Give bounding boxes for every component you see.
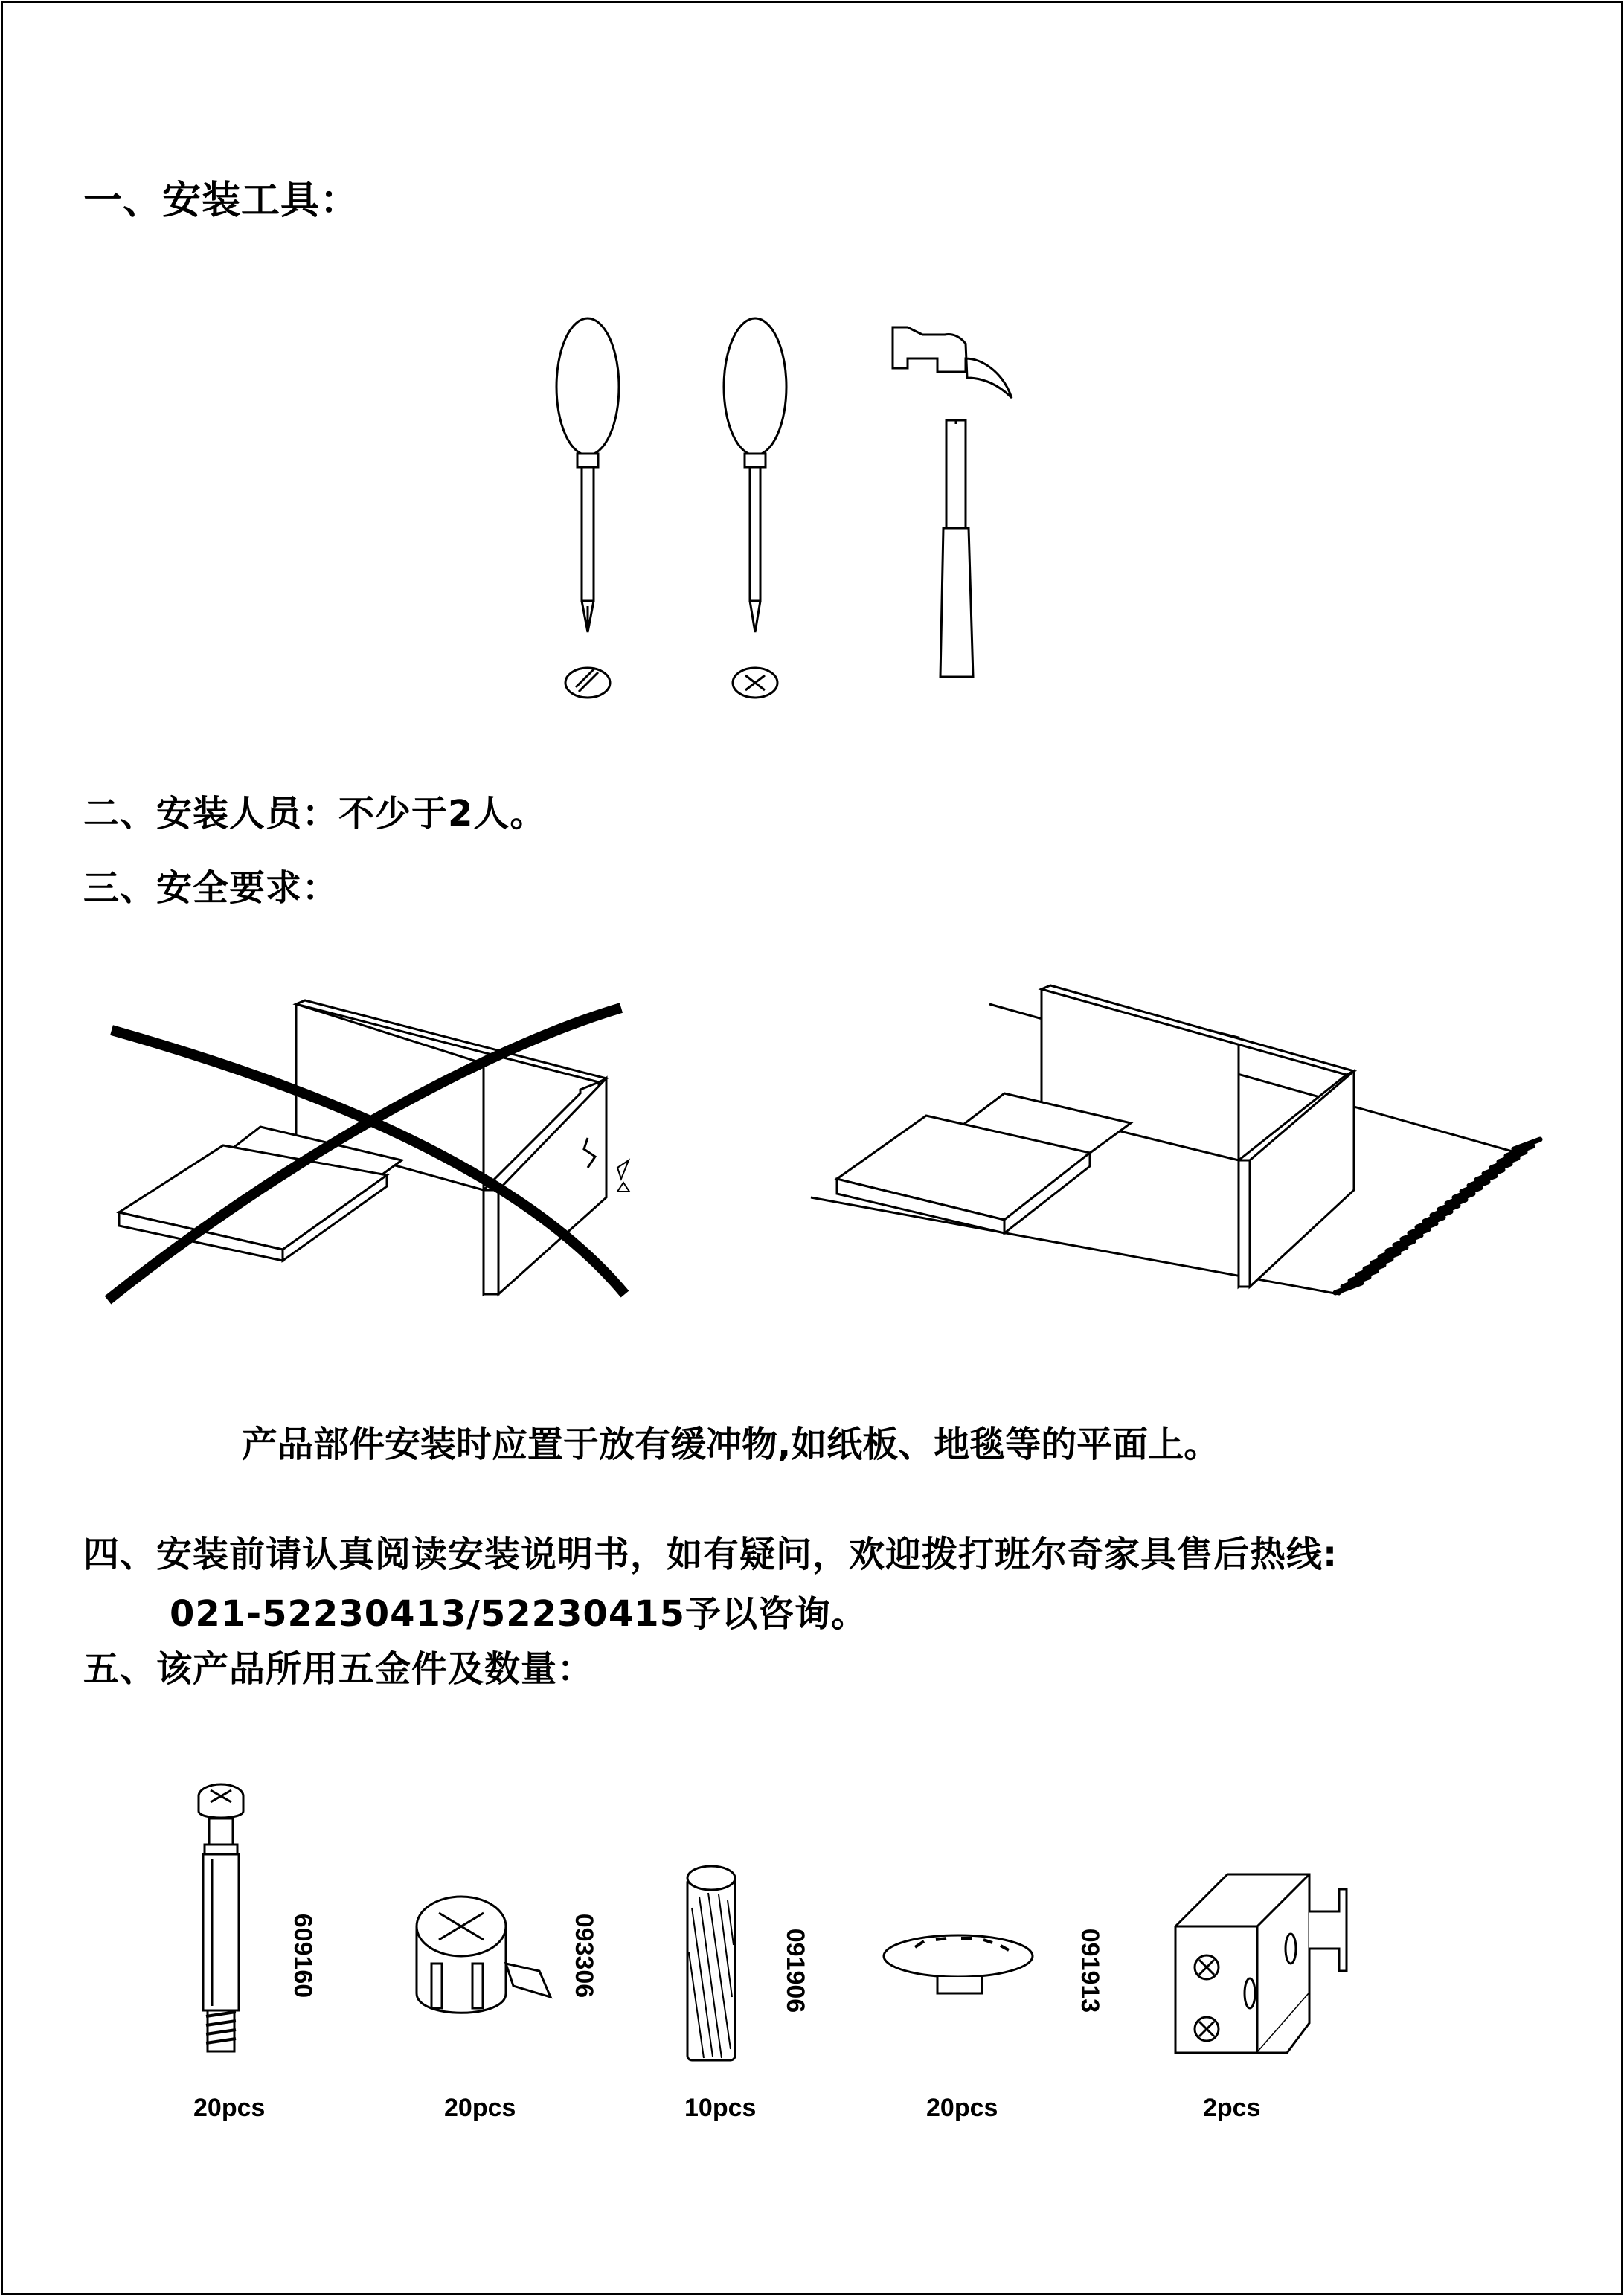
- tools-illustration: [536, 312, 1071, 714]
- hardware-code-4: 091913: [1076, 1928, 1105, 2013]
- hardware-qty-5: 2pcs: [1203, 2094, 1261, 2122]
- phillips-screwdriver-icon: [724, 318, 786, 698]
- safe-assembly-illustration: [803, 982, 1532, 1346]
- hardware-qty-1: 20pcs: [193, 2094, 266, 2122]
- unsafe-assembly-illustration: [97, 989, 677, 1316]
- cam-bolt-icon: [190, 1774, 257, 2071]
- hardware-qty-2: 20pcs: [444, 2094, 516, 2122]
- hardware-code-3: 091906: [781, 1928, 810, 2013]
- flat-screwdriver-icon: [556, 318, 619, 698]
- cover-cap-icon: [878, 1926, 1042, 2008]
- hardware-qty-3: 10pcs: [684, 2094, 757, 2122]
- section-4-heading: 四、安装前请认真阅读安装说明书，如有疑问，欢迎拨打班尔奇家具售后热线:: [83, 1534, 1338, 1575]
- hardware-qty-4: 20pcs: [926, 2094, 998, 2122]
- claw-hammer-icon: [893, 327, 1012, 677]
- section-5-heading: 五、该产品所用五金件及数量：: [83, 1648, 594, 1690]
- wood-dowel-icon: [683, 1863, 742, 2071]
- cam-lock-icon: [402, 1882, 558, 2045]
- hardware-code-2: 093306: [570, 1913, 599, 1998]
- safety-caption: 产品部件安装时应置于放有缓冲物,如纸板、地毯等的平面上。: [242, 1424, 1220, 1465]
- section-2-heading: 二、安装人员：不少于2人。: [83, 793, 547, 835]
- hardware-code-1: 609160: [289, 1913, 318, 1998]
- corner-bracket-icon: [1168, 1867, 1361, 2075]
- hotline-numbers: 021-52230413/52230415予以咨询。: [170, 1593, 868, 1635]
- section-3-heading: 三、安全要求：: [83, 867, 339, 909]
- section-1-heading: 一、安装工具：: [83, 179, 360, 223]
